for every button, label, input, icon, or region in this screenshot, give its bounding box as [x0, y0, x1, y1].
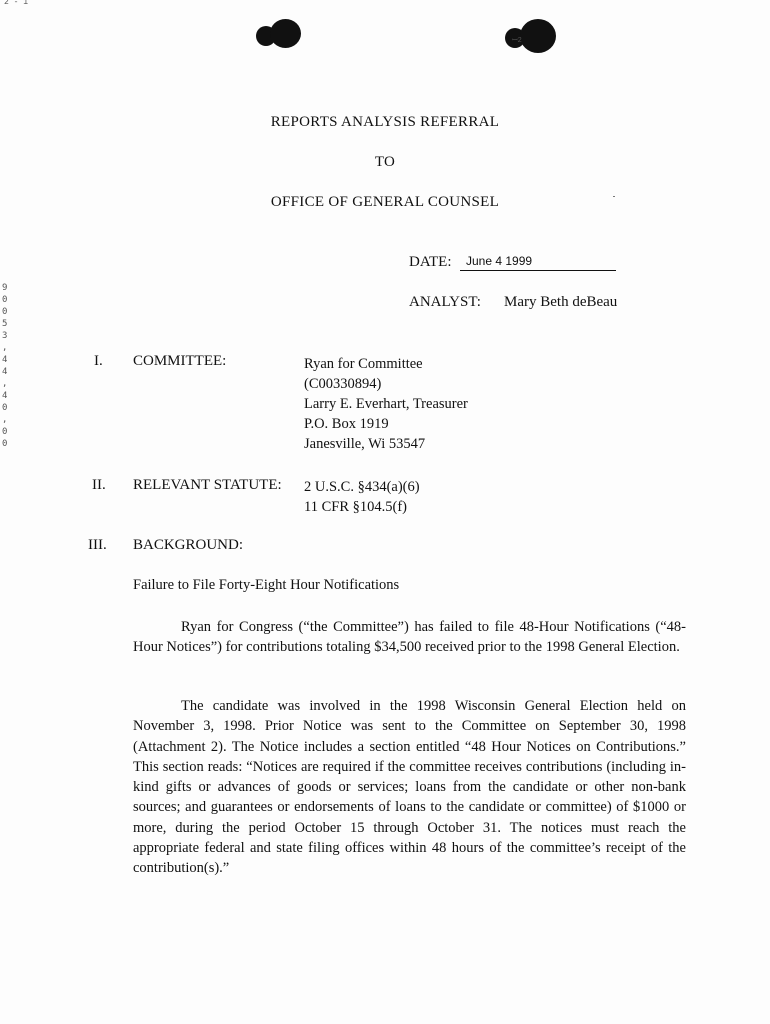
paragraph-prior-notice: The candidate was involved in the 1998 Wisconsin General Election held on November 3, 1998. Prior Notice was sent to the Committee on September 30, 1998 (Attachment 2). The Notice includes a section entitled “48 Hour Notices on Contributions.” This section reads: “Notices are required if the committee receives contributions (including in-kind gifts or advances of goods or services; loans from the candidate or other non-bank sources; and guarantees or endorsements of loans to the candidate or committee) of $1000 or more, during the period October 15 through October 31. The notices must reach the appropriate federal and state filing offices within 48 hours of the committee’s receipt of the contribution(s).”: [133, 698, 686, 877]
section-heading-background: BACKGROUND:: [133, 537, 244, 553]
corner-mark: 2 - 1: [4, 0, 29, 7]
statute-cfr: 11 CFR §104.5(f): [304, 499, 407, 515]
date-label: DATE:: [409, 254, 452, 270]
margin-stamp: 9 0 0 5 3 , 4 4 , 4 0 , 0 0: [2, 283, 8, 449]
committee-city-line: Janesville, Wi 53547: [304, 436, 426, 452]
section-heading-committee: COMMITTEE:: [133, 353, 227, 369]
background-subheading: Failure to File Forty-Eight Hour Notifications: [133, 577, 400, 593]
section-numeral: III.: [88, 537, 107, 553]
committee-address-line: P.O. Box 1919: [304, 416, 389, 432]
analyst-label: ANALYST:: [409, 294, 481, 310]
committee-info: [304, 354, 468, 454]
section-heading-statute: RELEVANT STATUTE:: [133, 477, 282, 493]
scan-speck: [613, 196, 615, 197]
section-numeral: II.: [92, 477, 106, 493]
document-title: REPORTS ANALYSIS REFERRAL: [270, 114, 500, 130]
date-value: June 4 1999: [460, 254, 616, 271]
title-office: OFFICE OF GENERAL COUNSEL: [270, 194, 500, 210]
title-to: TO: [374, 154, 396, 170]
statute-list: [304, 477, 420, 517]
committee-treasurer: Larry E. Everhart, Treasurer: [304, 396, 468, 412]
statute-usc: 2 U.S.C. §434(a)(6): [304, 479, 420, 495]
analyst-name: Mary Beth deBeau: [504, 294, 618, 310]
section-numeral: I.: [94, 353, 103, 369]
committee-name: Ryan for Committee: [304, 356, 423, 372]
top-stamp-text: ꟷ2: [512, 37, 522, 44]
paragraph-failure-summary: Ryan for Congress (“the Committee”) has failed to file 48-Hour Notifications (“48-Hour Notices”) for contributions totaling $34,500 received prior to the 1998 General Election.: [133, 619, 686, 656]
committee-id: (C00330894): [304, 376, 382, 392]
